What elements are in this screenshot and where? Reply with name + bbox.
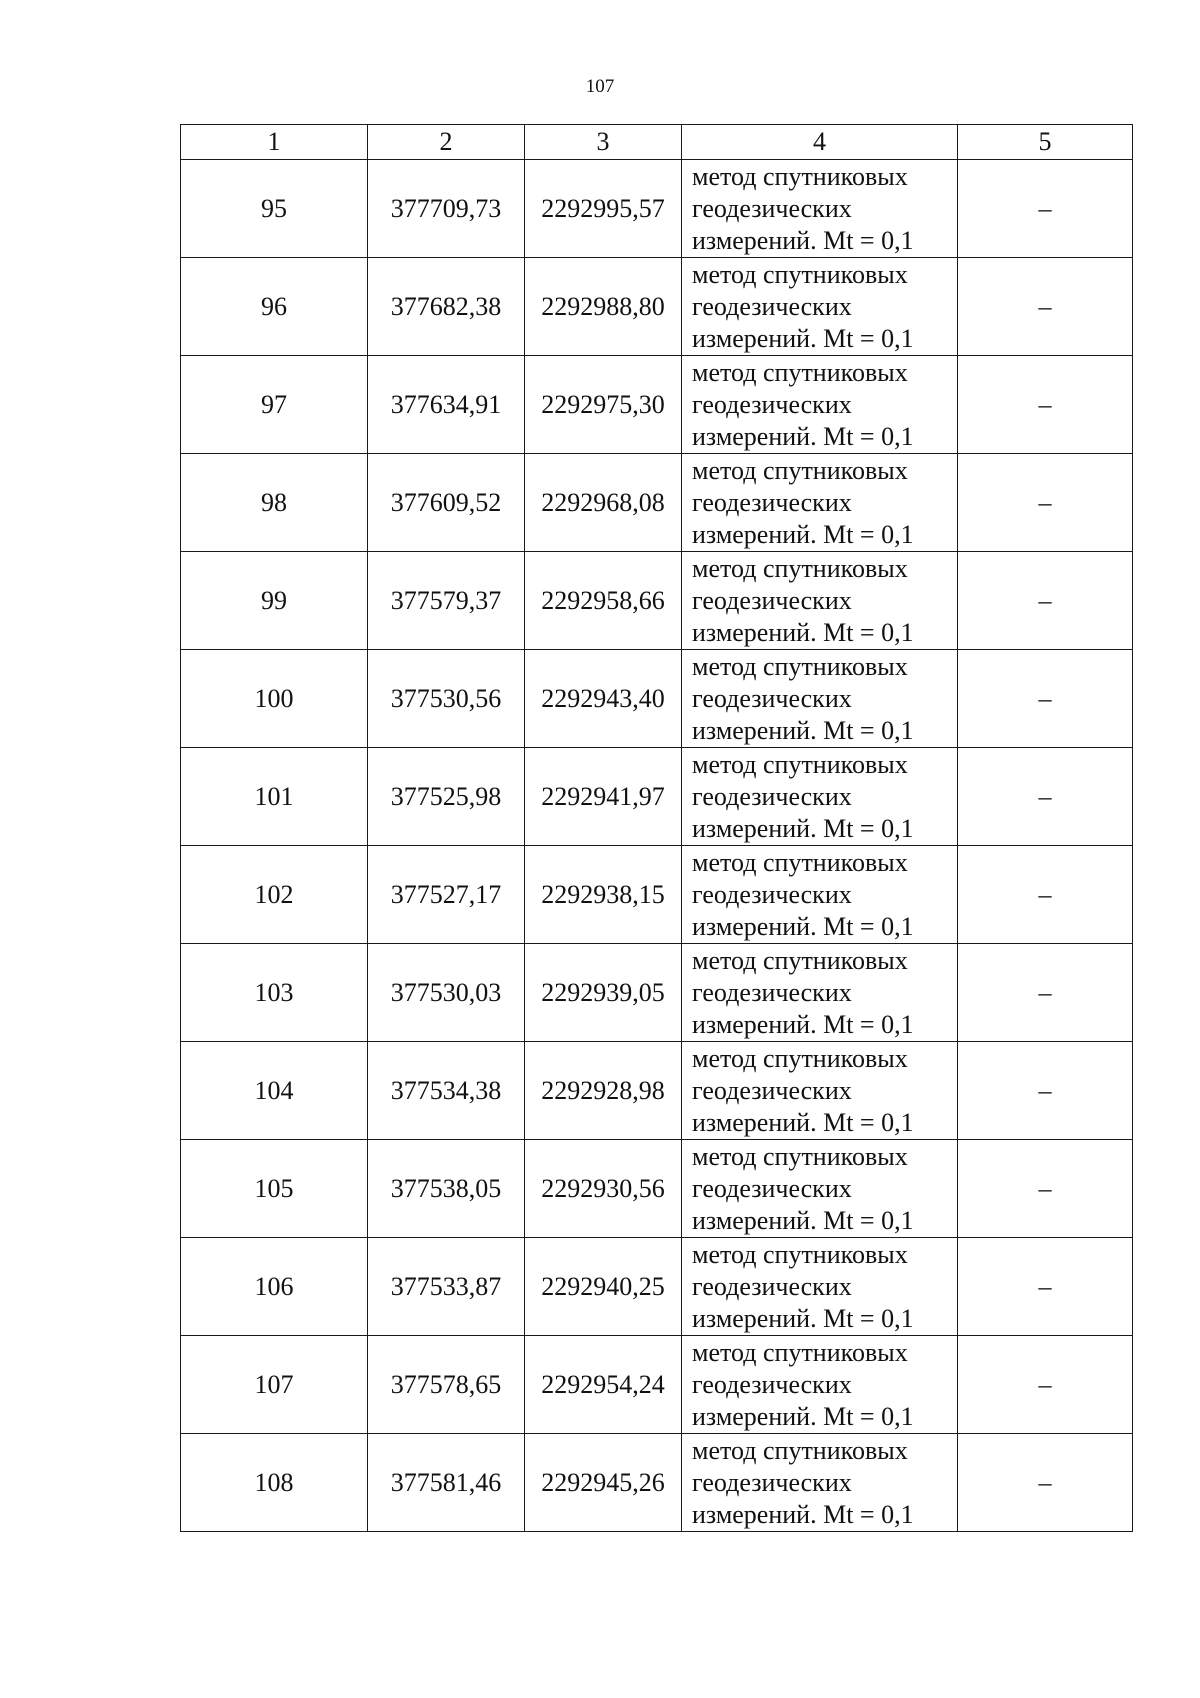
header-cell: 3 <box>525 125 682 160</box>
method-line: геодезических <box>692 1467 852 1497</box>
note-cell: – <box>958 1238 1133 1336</box>
x-coordinate-cell: 377533,87 <box>368 1238 525 1336</box>
y-coordinate-cell: 2292975,30 <box>525 356 682 454</box>
method-line: геодезических <box>692 1271 852 1301</box>
y-coordinate-cell: 2292954,24 <box>525 1336 682 1434</box>
x-coordinate-cell: 377534,38 <box>368 1042 525 1140</box>
note-cell: – <box>958 944 1133 1042</box>
y-coordinate-cell: 2292940,25 <box>525 1238 682 1336</box>
point-number-cell: 98 <box>181 454 368 552</box>
method-cell <box>682 1140 958 1238</box>
method-line: метод спутниковых <box>692 945 908 975</box>
x-coordinate-cell: 377609,52 <box>368 454 525 552</box>
x-coordinate-cell: 377527,17 <box>368 846 525 944</box>
method-line: геодезических <box>692 193 852 223</box>
method-line: измерений. Mt = 0,1 <box>692 323 914 353</box>
method-cell <box>682 1336 958 1434</box>
x-coordinate-cell: 377709,73 <box>368 160 525 258</box>
table-row <box>181 356 1133 454</box>
x-coordinate-cell: 377579,37 <box>368 552 525 650</box>
method-line: метод спутниковых <box>692 1337 908 1367</box>
method-cell <box>682 944 958 1042</box>
method-line: геодезических <box>692 1369 852 1399</box>
method-line: геодезических <box>692 781 852 811</box>
method-line: измерений. Mt = 0,1 <box>692 813 914 843</box>
method-line: метод спутниковых <box>692 259 908 289</box>
method-line: метод спутниковых <box>692 553 908 583</box>
method-cell <box>682 160 958 258</box>
method-line: геодезических <box>692 1173 852 1203</box>
point-number-cell: 100 <box>181 650 368 748</box>
table-row <box>181 650 1133 748</box>
note-cell: – <box>958 356 1133 454</box>
y-coordinate-cell: 2292941,97 <box>525 748 682 846</box>
method-line: измерений. Mt = 0,1 <box>692 1499 914 1529</box>
point-number-cell: 107 <box>181 1336 368 1434</box>
coordinates-table <box>180 124 1133 1532</box>
table-row <box>181 1238 1133 1336</box>
method-line: геодезических <box>692 585 852 615</box>
x-coordinate-cell: 377525,98 <box>368 748 525 846</box>
method-line: метод спутниковых <box>692 847 908 877</box>
method-cell <box>682 1434 958 1532</box>
method-cell <box>682 1042 958 1140</box>
method-line: измерений. Mt = 0,1 <box>692 1303 914 1333</box>
note-cell: – <box>958 1042 1133 1140</box>
x-coordinate-cell: 377682,38 <box>368 258 525 356</box>
table-row <box>181 552 1133 650</box>
point-number-cell: 101 <box>181 748 368 846</box>
method-line: геодезических <box>692 1075 852 1105</box>
method-line: измерений. Mt = 0,1 <box>692 1107 914 1137</box>
method-cell <box>682 846 958 944</box>
note-cell: – <box>958 846 1133 944</box>
note-cell: – <box>958 748 1133 846</box>
method-line: геодезических <box>692 291 852 321</box>
y-coordinate-cell: 2292943,40 <box>525 650 682 748</box>
page-number: 107 <box>585 76 615 97</box>
note-cell: – <box>958 160 1133 258</box>
x-coordinate-cell: 377634,91 <box>368 356 525 454</box>
method-line: геодезических <box>692 683 852 713</box>
method-line: измерений. Mt = 0,1 <box>692 421 914 451</box>
method-line: измерений. Mt = 0,1 <box>692 617 914 647</box>
method-line: измерений. Mt = 0,1 <box>692 225 914 255</box>
header-cell: 1 <box>181 125 368 160</box>
method-line: измерений. Mt = 0,1 <box>692 519 914 549</box>
method-cell <box>682 356 958 454</box>
note-cell: – <box>958 258 1133 356</box>
note-cell: – <box>958 650 1133 748</box>
note-cell: – <box>958 454 1133 552</box>
header-cell: 5 <box>958 125 1133 160</box>
method-cell <box>682 454 958 552</box>
table-row <box>181 1140 1133 1238</box>
method-cell <box>682 258 958 356</box>
header-cell: 4 <box>682 125 958 160</box>
table-row <box>181 1434 1133 1532</box>
y-coordinate-cell: 2292958,66 <box>525 552 682 650</box>
method-line: геодезических <box>692 977 852 1007</box>
method-line: метод спутниковых <box>692 1043 908 1073</box>
table-row <box>181 160 1133 258</box>
method-line: геодезических <box>692 389 852 419</box>
point-number-cell: 108 <box>181 1434 368 1532</box>
method-line: метод спутниковых <box>692 651 908 681</box>
method-cell <box>682 650 958 748</box>
point-number-cell: 99 <box>181 552 368 650</box>
y-coordinate-cell: 2292968,08 <box>525 454 682 552</box>
y-coordinate-cell: 2292995,57 <box>525 160 682 258</box>
table-row <box>181 748 1133 846</box>
method-line: метод спутниковых <box>692 1435 908 1465</box>
method-cell <box>682 552 958 650</box>
table-row <box>181 1042 1133 1140</box>
x-coordinate-cell: 377530,03 <box>368 944 525 1042</box>
method-cell <box>682 748 958 846</box>
x-coordinate-cell: 377530,56 <box>368 650 525 748</box>
point-number-cell: 105 <box>181 1140 368 1238</box>
point-number-cell: 97 <box>181 356 368 454</box>
method-line: измерений. Mt = 0,1 <box>692 715 914 745</box>
y-coordinate-cell: 2292939,05 <box>525 944 682 1042</box>
method-line: метод спутниковых <box>692 455 908 485</box>
method-line: метод спутниковых <box>692 1239 908 1269</box>
point-number-cell: 95 <box>181 160 368 258</box>
y-coordinate-cell: 2292938,15 <box>525 846 682 944</box>
y-coordinate-cell: 2292945,26 <box>525 1434 682 1532</box>
x-coordinate-cell: 377581,46 <box>368 1434 525 1532</box>
method-line: метод спутниковых <box>692 357 908 387</box>
table-row <box>181 454 1133 552</box>
method-line: измерений. Mt = 0,1 <box>692 1009 914 1039</box>
y-coordinate-cell: 2292988,80 <box>525 258 682 356</box>
note-cell: – <box>958 1434 1133 1532</box>
note-cell: – <box>958 1336 1133 1434</box>
method-line: метод спутниковых <box>692 1141 908 1171</box>
point-number-cell: 106 <box>181 1238 368 1336</box>
table-row <box>181 846 1133 944</box>
point-number-cell: 104 <box>181 1042 368 1140</box>
x-coordinate-cell: 377538,05 <box>368 1140 525 1238</box>
method-line: геодезических <box>692 879 852 909</box>
table-row <box>181 944 1133 1042</box>
method-line: измерений. Mt = 0,1 <box>692 911 914 941</box>
x-coordinate-cell: 377578,65 <box>368 1336 525 1434</box>
table-body <box>181 125 1133 1532</box>
method-line: метод спутниковых <box>692 749 908 779</box>
method-line: измерений. Mt = 0,1 <box>692 1401 914 1431</box>
point-number-cell: 103 <box>181 944 368 1042</box>
method-line: измерений. Mt = 0,1 <box>692 1205 914 1235</box>
y-coordinate-cell: 2292930,56 <box>525 1140 682 1238</box>
point-number-cell: 102 <box>181 846 368 944</box>
method-cell <box>682 1238 958 1336</box>
point-number-cell: 96 <box>181 258 368 356</box>
table-row <box>181 258 1133 356</box>
y-coordinate-cell: 2292928,98 <box>525 1042 682 1140</box>
header-row <box>181 125 1133 160</box>
note-cell: – <box>958 552 1133 650</box>
table-row <box>181 1336 1133 1434</box>
note-cell: – <box>958 1140 1133 1238</box>
header-cell: 2 <box>368 125 525 160</box>
method-line: метод спутниковых <box>692 161 908 191</box>
method-line: геодезических <box>692 487 852 517</box>
